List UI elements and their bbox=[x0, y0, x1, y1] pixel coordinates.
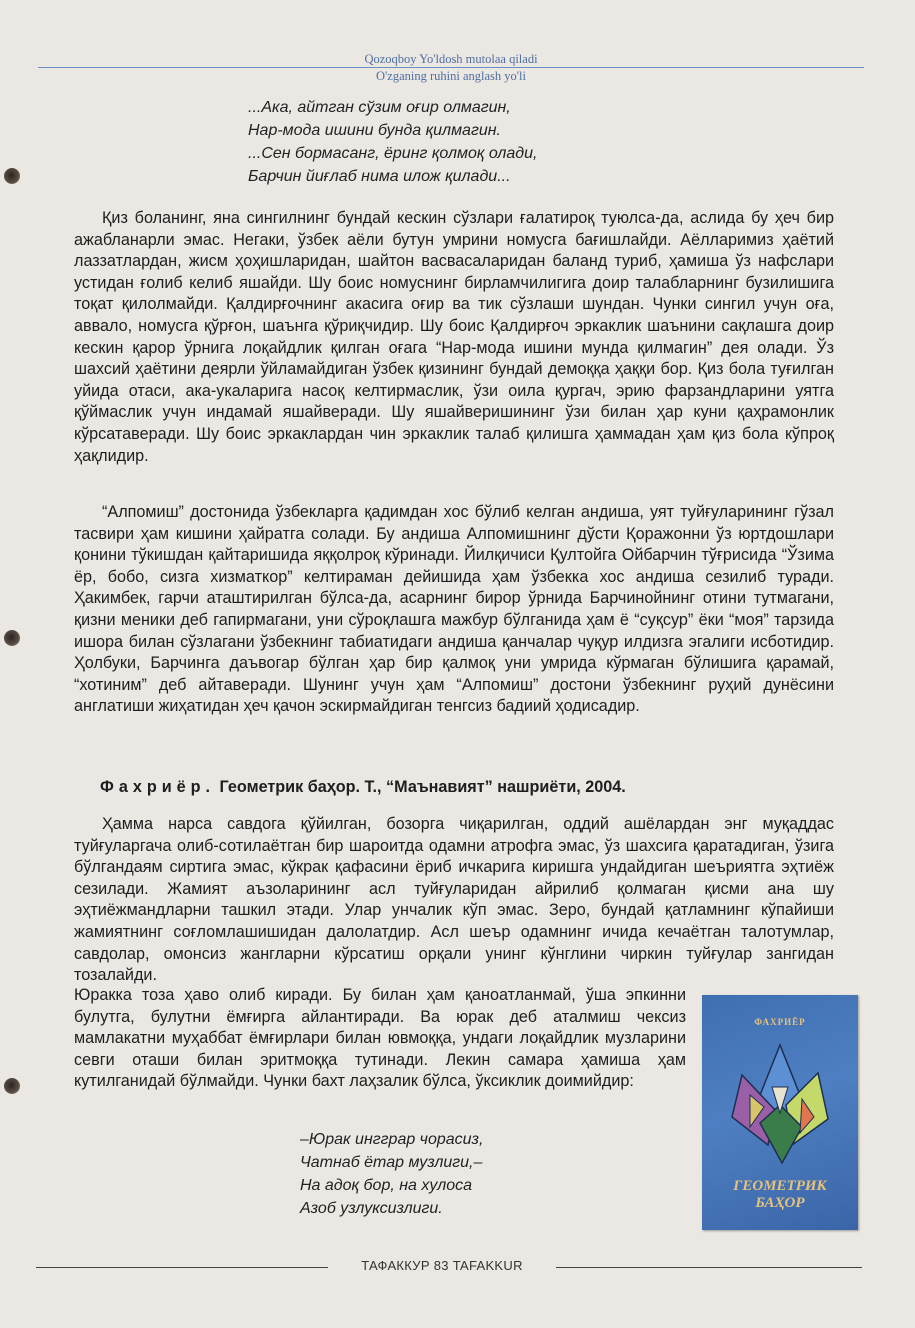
paragraph bbox=[74, 814, 834, 987]
poem-line: Азоб узлуксизлиги. bbox=[300, 1200, 443, 1217]
book-cover-image bbox=[702, 995, 858, 1230]
header-title: Qozoqboy Yo'ldosh mutolaa qiladi bbox=[364, 52, 538, 66]
footer-page-label: ТАФАККУР 83 TAFAKKUR bbox=[361, 1258, 523, 1273]
paragraph-text: Юракка тоза ҳаво олиб киради. Бу билан ҳам қаноатланмай, ўша эпкинни булутга, булутни ёмғирга айлантиради. Ва юрак деб аталмиш чексиз мамлакатни муҳаббат ёмғирлари билан ювмоққа, ундаги лоқайдлик музларини севги оташи билан эритмоққа тутинади. Лекин самара ҳамиша ҳам кутилганидай бўлмайди. Чунки бахт лаҳзалик бўлса, ўксиклик доимийдир: bbox=[74, 986, 686, 1091]
book-cover-author: ФАХРИЁР bbox=[754, 1017, 806, 1027]
paragraph-text: “Алпомиш” достонида ўзбекларга қадимдан хос бўлиб келган андиша, уят туйғуларининг гўзал тасвири ҳам кишини ҳайратга солади. Бу андиша Алпомишнинг дўсти Қоражонни ўз юртдошлари қонини тўкишдан қайтаришида яққолроқ кўринади. Йилқичиси Қултойга Ойбарчин тўғрисида “Ўзима ёр, бобо, сизга хизматкор” келтираман дейишида ҳам ўзбекка хос андиша сезилиб туради. Ҳакимбек, гарчи аташтирилган бўлса-да, асарнинг бирор ўрнида Барчинойнинг отини тутмагани, қизни меники деб гапирмагани, уни сўроқлашга мажбур бўлганида ҳам ё “суқсур” ёки “моя” тарзида ишора билан сўзлагани ўзбекнинг табиатидаги андиша қанчалар чуқур илдизга эгалиги исботидир. Ҳолбуки, Барчинга даъвогар бўлган ҳар бир қалмоқ уни умрида кўрмаган бўлишига қарамай, “хотиним” деб айтаверади. Шунинг учун ҳам “Алпомиш” достони ўзбекнинг руҳий дунёсини англатиши жиҳатидан ҳеч қачон эскирмайдиган тенгсиз бадиий ҳодисадир. bbox=[74, 503, 834, 716]
poem-excerpt-2 bbox=[300, 1128, 483, 1220]
footer-rule-right bbox=[556, 1267, 862, 1268]
poem-line: ...Сен бормасанг, ёринг қолмоқ олади, bbox=[248, 145, 538, 162]
paragraph-text: Ҳамма нарса савдога қўйилган, бозорга чиқарилган, оддий ашёлардан энг муқаддас туйғуларгача олиб-сотилаётган бир шароитда одамни атрофга эмас, ўз шахсига қаратадиган, ўзига бўлгандаям сиртига эмас, кўкрак қафасини ёриб ичкарига киришга ундайдиган шеъриятга эҳтиёж сезилади. Жамият аъзоларининг асл туйғуларидан айрилиб қолмаган қисми ана шу эҳтиёжмандларни ташкил этади. Улар унчалик кўп эмас. Зеро, бундай қатламнинг кўпайиши жамиятнинг соғломлашишидан далолатдир. Асл шеър одамнинг ичида кечаётган талотумлар, савдолар, омонсиз жангларни кўрсатиш орқали унинг кўнглини чиркин туйғулар зангидан тозалайди. bbox=[74, 815, 834, 985]
poem-excerpt-1 bbox=[248, 96, 538, 188]
footer-rule-left bbox=[36, 1267, 328, 1268]
page-footer bbox=[36, 1258, 862, 1280]
paragraph bbox=[74, 985, 686, 1093]
paragraph bbox=[74, 208, 834, 467]
book-cover-title-line: БАҲОР bbox=[755, 1195, 805, 1211]
poem-line: На адоқ бор, на хулоса bbox=[300, 1177, 473, 1194]
crystal-illustration bbox=[720, 1035, 840, 1175]
binder-hole-bottom bbox=[4, 1078, 20, 1094]
running-header bbox=[38, 50, 864, 90]
poem-line: –Юрак ингграр чорасиз, bbox=[300, 1131, 484, 1148]
bibliography-source: Геометрик баҳор. Т., “Маънавият” нашриёти, 2004. bbox=[215, 778, 626, 796]
bibliography-heading bbox=[100, 778, 626, 797]
binder-hole-middle bbox=[4, 630, 20, 646]
book-cover-title bbox=[702, 1178, 858, 1212]
header-rule bbox=[38, 67, 864, 68]
poem-line: ...Ака, айтган сўзим оғир олмагин, bbox=[248, 99, 511, 116]
book-cover-title-line: ГЕОМЕТРИК bbox=[733, 1178, 827, 1194]
header-subtitle: O'zganing ruhini anglash yo'li bbox=[376, 69, 526, 83]
binder-hole-top bbox=[4, 168, 20, 184]
bibliography-author: Фахриёр. bbox=[100, 778, 216, 796]
paragraph-text: Қиз боланинг, яна сингилнинг бундай кескин сўзлари ғалатироқ туюлса-да, аслида бу ҳеч бир ажабланарли эмас. Негаки, ўзбек аёли бутун умрини номусга бағишлайди. Аёлларимиз ҳаётий лаззатлардан, жисм ҳоҳишларидан, шайтон васвасаларидан баланд туриб, ҳамиша ўз нафслари устидан ғолиб келиб яшайди. Шу боис номуснинг бирламчилигига доир талабларнинг бузилишига тоқат қилолмайди. Қалдирғочнинг акасига оғир ва тик сўзлаши шундан. Чунки сингил учун оға, аввало, номусга қўрғон, шаънга қўриқчидир. Шу боис Қалдирғоч эркаклик шаънини сақлашга доир кескин қарор ўрнига лоқайдлик қилган оғага “Нар-мода ишини мунда қилмагин” дея олади. Ўз шахсий ҳаётини деярли ўйламайдиган ўзбек қизининг бундай демоққа ҳаққи бор. Қиз бола туғилган уйида отаси, ака-укаларига насоқ келтирмаслик, ўзи оила қургач, эрию фарзандларини уятга қўймаслик учун индамай яшайверади. Шу яшайверишининг ўзи билан ҳар куни қаҳрамонлик кўрсатаверади. Шу боис эркаклардан чин эркаклик талаб қилишга ҳаммадан ҳам қиз бола кўпроқ ҳақлидир. bbox=[74, 209, 834, 465]
poem-line: Барчин йиғлаб нима илож қилади... bbox=[248, 168, 511, 185]
paragraph bbox=[74, 502, 834, 718]
poem-line: Нар-мода ишини бунда қилмагин. bbox=[248, 122, 501, 139]
poem-line: Чатнаб ётар музлиги,– bbox=[300, 1154, 483, 1171]
